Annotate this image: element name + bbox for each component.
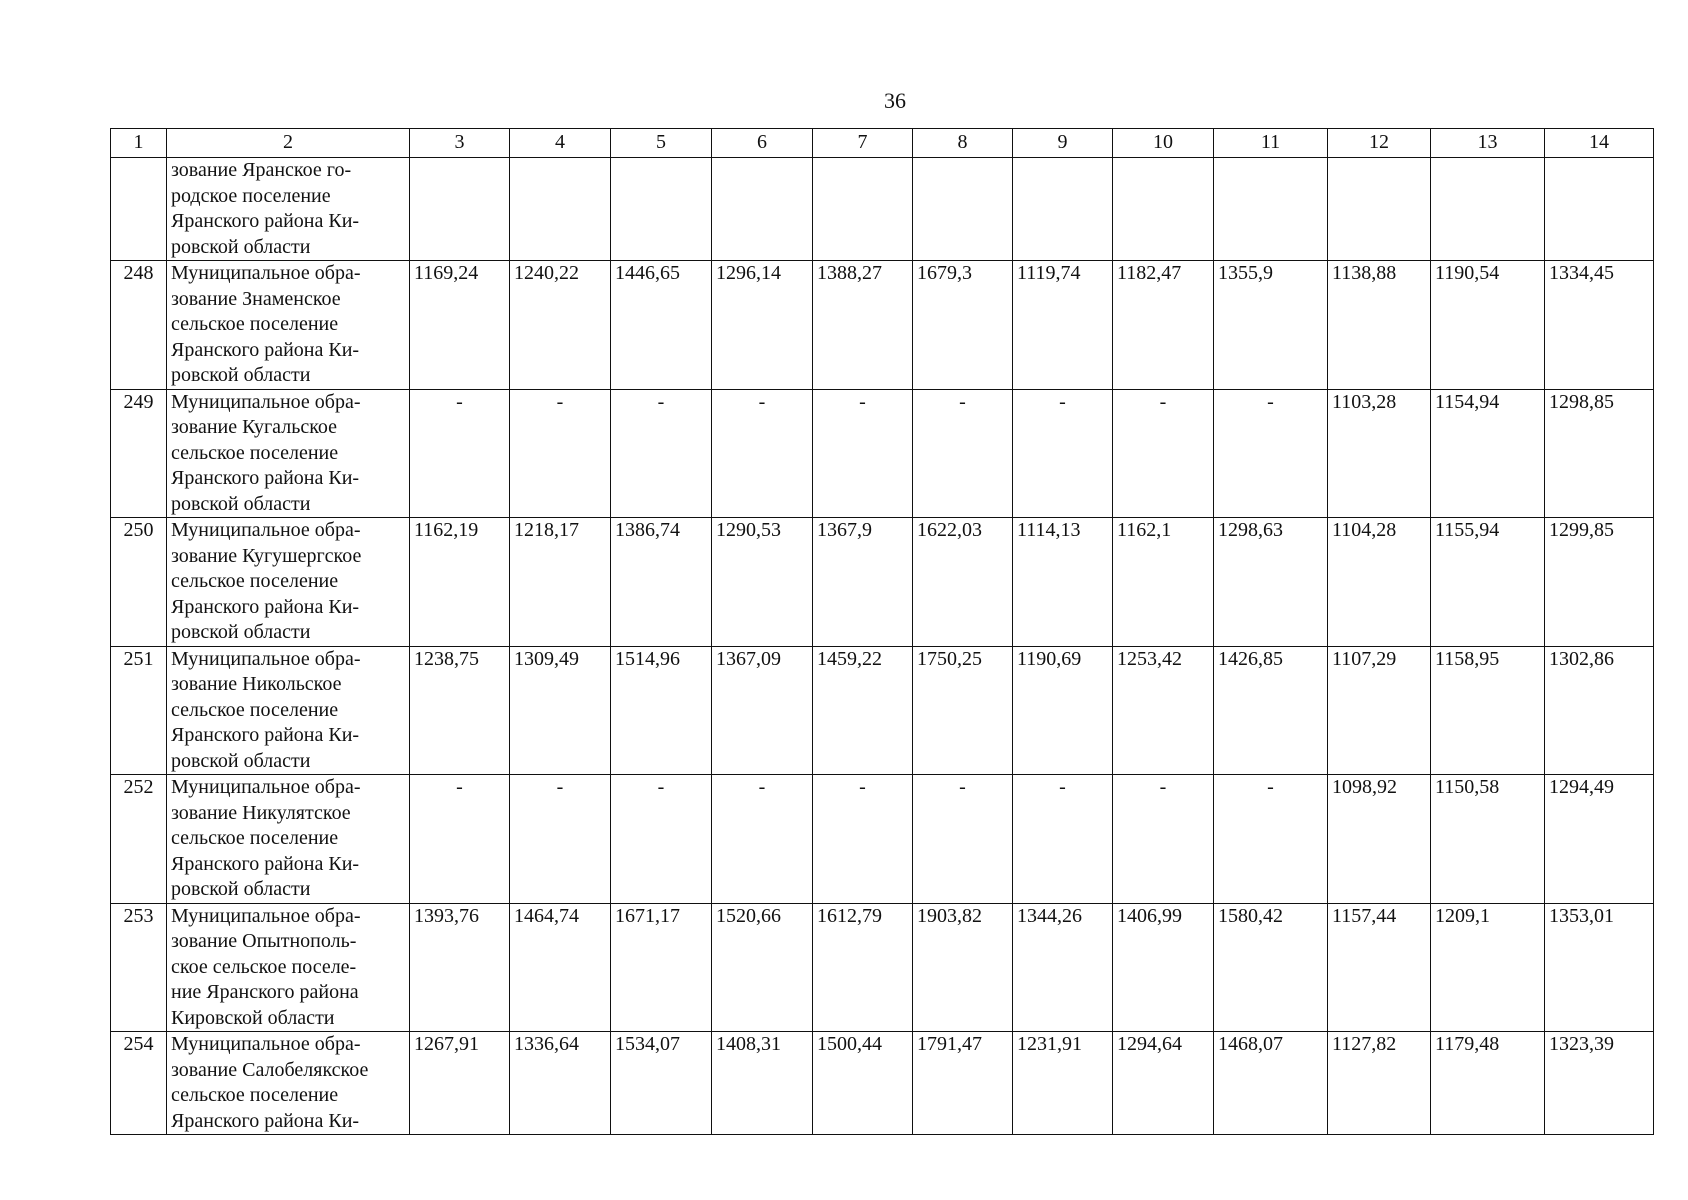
value-cell: 1296,14	[712, 261, 813, 390]
column-number-cell: 6	[712, 129, 813, 158]
value-cell: 1253,42	[1113, 646, 1214, 775]
value-cell	[1214, 158, 1328, 261]
value-cell: 1622,03	[913, 518, 1013, 647]
value-cell: 1446,65	[611, 261, 712, 390]
value-cell: 1459,22	[813, 646, 913, 775]
column-number-cell: 9	[1013, 129, 1113, 158]
row-number-cell: 251	[111, 646, 167, 775]
column-number-cell: 7	[813, 129, 913, 158]
value-cell: 1903,82	[913, 903, 1013, 1032]
column-number-row	[111, 129, 1654, 158]
value-cell: 1336,64	[510, 1032, 611, 1135]
municipality-name-cell: Муниципальное обра- зование Кугушергское сельское поселение Яранского района Ки- ровской области	[167, 518, 410, 647]
municipality-name-cell: Муниципальное обра- зование Знаменское сельское поселение Яранского района Ки- ровской области	[167, 261, 410, 390]
value-cell	[1545, 158, 1654, 261]
page-number: 36	[884, 88, 906, 113]
column-number-cell: 11	[1214, 129, 1328, 158]
row-number-cell: 249	[111, 389, 167, 518]
municipality-name-cell: Муниципальное обра- зование Никольское сельское поселение Яранского района Ки- ровской области	[167, 646, 410, 775]
column-number-cell: 1	[111, 129, 167, 158]
value-cell: 1290,53	[712, 518, 813, 647]
value-cell: 1353,01	[1545, 903, 1654, 1032]
value-cell	[410, 158, 510, 261]
value-cell: -	[1214, 775, 1328, 904]
value-cell	[1013, 158, 1113, 261]
value-cell: 1169,24	[410, 261, 510, 390]
value-cell: 1231,91	[1013, 1032, 1113, 1135]
value-cell: -	[913, 775, 1013, 904]
table-row	[111, 158, 1654, 261]
value-cell: -	[611, 775, 712, 904]
row-number-cell	[111, 158, 167, 261]
value-cell: 1406,99	[1113, 903, 1214, 1032]
value-cell: 1218,17	[510, 518, 611, 647]
value-cell: 1367,9	[813, 518, 913, 647]
value-cell: -	[1113, 775, 1214, 904]
value-cell: 1157,44	[1328, 903, 1431, 1032]
value-cell: 1179,48	[1431, 1032, 1545, 1135]
value-cell: 1298,85	[1545, 389, 1654, 518]
value-cell: 1514,96	[611, 646, 712, 775]
value-cell: 1520,66	[712, 903, 813, 1032]
value-cell: 1182,47	[1113, 261, 1214, 390]
value-cell: -	[913, 389, 1013, 518]
column-number-cell: 13	[1431, 129, 1545, 158]
value-cell: -	[410, 389, 510, 518]
value-cell: 1154,94	[1431, 389, 1545, 518]
value-cell: 1298,63	[1214, 518, 1328, 647]
column-number-cell: 4	[510, 129, 611, 158]
value-cell: -	[510, 389, 611, 518]
row-number-cell: 248	[111, 261, 167, 390]
value-cell: 1294,64	[1113, 1032, 1214, 1135]
value-cell: -	[510, 775, 611, 904]
value-cell: 1612,79	[813, 903, 913, 1032]
value-cell: -	[813, 389, 913, 518]
value-cell: 1388,27	[813, 261, 913, 390]
value-cell: -	[1113, 389, 1214, 518]
value-cell: 1367,09	[712, 646, 813, 775]
value-cell: 1158,95	[1431, 646, 1545, 775]
value-cell: 1162,19	[410, 518, 510, 647]
column-number-cell: 2	[167, 129, 410, 158]
value-cell: -	[712, 775, 813, 904]
value-cell: 1209,1	[1431, 903, 1545, 1032]
column-number-cell: 14	[1545, 129, 1654, 158]
value-cell: 1386,74	[611, 518, 712, 647]
row-number-cell: 254	[111, 1032, 167, 1135]
column-number-cell: 5	[611, 129, 712, 158]
column-number-cell: 3	[410, 129, 510, 158]
value-cell: 1103,28	[1328, 389, 1431, 518]
value-cell: 1104,28	[1328, 518, 1431, 647]
municipality-name-cell: Муниципальное обра- зование Кугальское сельское поселение Яранского района Ки- ровской области	[167, 389, 410, 518]
table-row	[111, 1032, 1654, 1135]
column-number-cell: 8	[913, 129, 1013, 158]
row-number-cell: 250	[111, 518, 167, 647]
municipality-name-cell: Муниципальное обра- зование Салобелякское сельское поселение Яранского района Ки-	[167, 1032, 410, 1135]
value-cell: 1162,1	[1113, 518, 1214, 647]
value-cell: 1309,49	[510, 646, 611, 775]
value-cell: 1393,76	[410, 903, 510, 1032]
value-cell: 1302,86	[1545, 646, 1654, 775]
value-cell: 1238,75	[410, 646, 510, 775]
data-table	[110, 128, 1654, 1135]
municipality-name-cell: зование Яранское го- родское поселение Яранского района Ки- ровской области	[167, 158, 410, 261]
value-cell: 1098,92	[1328, 775, 1431, 904]
value-cell	[510, 158, 611, 261]
table-row	[111, 646, 1654, 775]
value-cell: 1240,22	[510, 261, 611, 390]
value-cell: 1468,07	[1214, 1032, 1328, 1135]
municipality-name-cell: Муниципальное обра- зование Опытнополь- ское сельское поселе- ние Яранского района Кировской области	[167, 903, 410, 1032]
value-cell: 1190,54	[1431, 261, 1545, 390]
value-cell: 1426,85	[1214, 646, 1328, 775]
column-number-cell: 10	[1113, 129, 1214, 158]
value-cell	[1328, 158, 1431, 261]
value-cell: 1679,3	[913, 261, 1013, 390]
value-cell: -	[410, 775, 510, 904]
value-cell: -	[1013, 775, 1113, 904]
value-cell: 1750,25	[913, 646, 1013, 775]
value-cell: 1408,31	[712, 1032, 813, 1135]
value-cell: 1107,29	[1328, 646, 1431, 775]
municipality-name-cell: Муниципальное обра- зование Никулятское сельское поселение Яранского района Ки- ровской области	[167, 775, 410, 904]
value-cell	[913, 158, 1013, 261]
value-cell	[1113, 158, 1214, 261]
value-cell: 1500,44	[813, 1032, 913, 1135]
value-cell: -	[712, 389, 813, 518]
table-row	[111, 903, 1654, 1032]
value-cell: 1323,39	[1545, 1032, 1654, 1135]
value-cell	[813, 158, 913, 261]
value-cell: 1190,69	[1013, 646, 1113, 775]
value-cell	[712, 158, 813, 261]
value-cell: 1580,42	[1214, 903, 1328, 1032]
value-cell: 1127,82	[1328, 1032, 1431, 1135]
value-cell: 1138,88	[1328, 261, 1431, 390]
value-cell: -	[1013, 389, 1113, 518]
value-cell: 1294,49	[1545, 775, 1654, 904]
value-cell	[611, 158, 712, 261]
row-number-cell: 252	[111, 775, 167, 904]
value-cell: 1267,91	[410, 1032, 510, 1135]
value-cell: 1334,45	[1545, 261, 1654, 390]
value-cell: 1119,74	[1013, 261, 1113, 390]
value-cell: 1464,74	[510, 903, 611, 1032]
value-cell: 1299,85	[1545, 518, 1654, 647]
value-cell: 1155,94	[1431, 518, 1545, 647]
value-cell: 1150,58	[1431, 775, 1545, 904]
value-cell: 1534,07	[611, 1032, 712, 1135]
table-row	[111, 518, 1654, 647]
value-cell: 1671,17	[611, 903, 712, 1032]
row-number-cell: 253	[111, 903, 167, 1032]
value-cell: -	[813, 775, 913, 904]
table-row	[111, 261, 1654, 390]
value-cell: -	[611, 389, 712, 518]
table-row	[111, 389, 1654, 518]
value-cell	[1431, 158, 1545, 261]
table-row	[111, 775, 1654, 904]
value-cell: 1355,9	[1214, 261, 1328, 390]
value-cell: 1344,26	[1013, 903, 1113, 1032]
value-cell: -	[1214, 389, 1328, 518]
value-cell: 1791,47	[913, 1032, 1013, 1135]
value-cell: 1114,13	[1013, 518, 1113, 647]
column-number-cell: 12	[1328, 129, 1431, 158]
